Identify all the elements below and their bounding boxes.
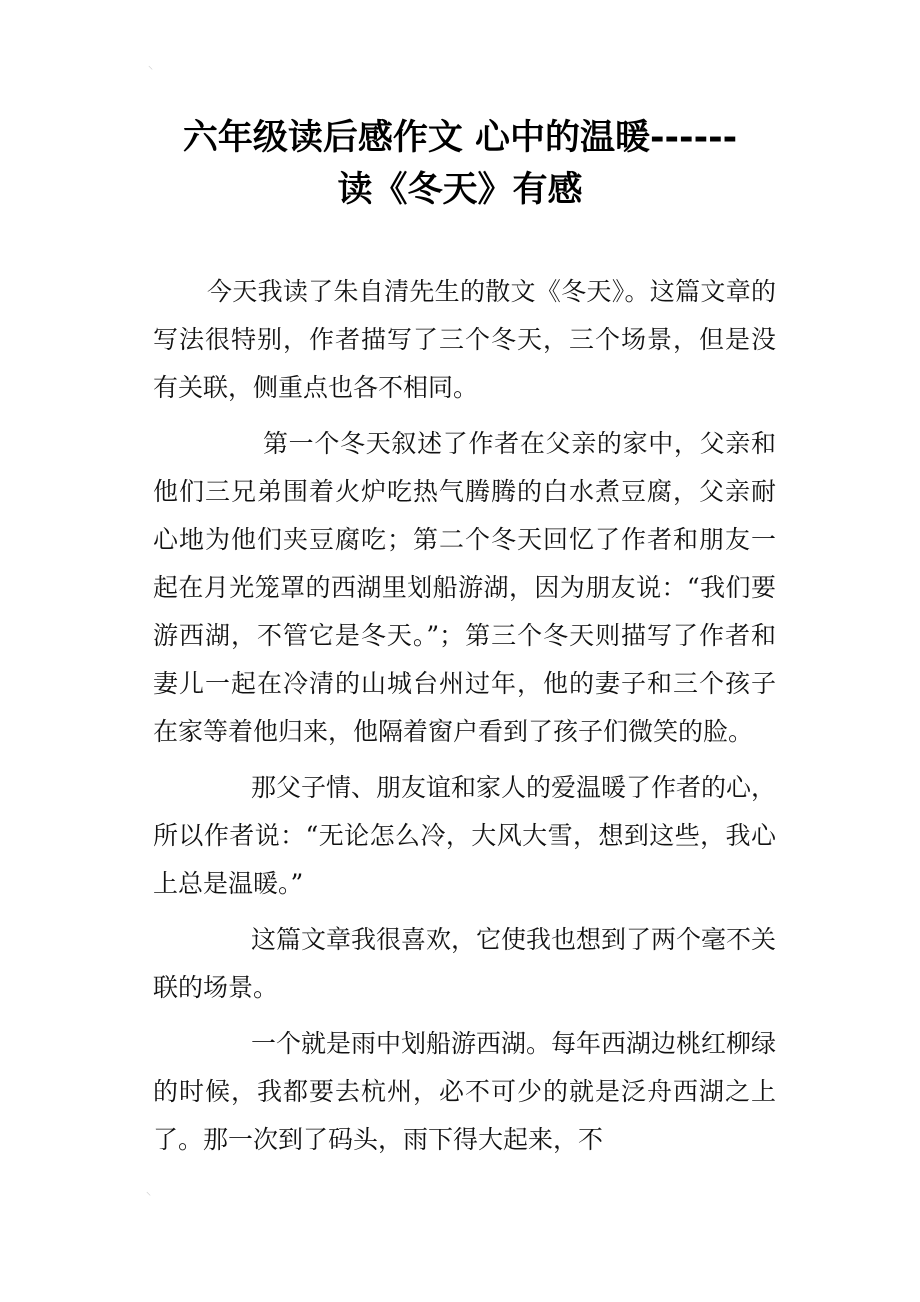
- title-line-2: 读《冬天》有感: [337, 170, 583, 210]
- paragraph-4: 这篇文章我很喜欢，它使我也想到了两个毫不关联的场景。: [153, 925, 777, 1002]
- paragraph-5: 一个就是雨中划船游西湖。每年西湖边桃红柳绿的时候，我都要去杭州，必不可少的就是泛舟西湖之上了。那一次到了码头，雨下得大起来，不: [153, 1029, 777, 1154]
- paragraph-1: 今天我读了朱自清先生的散文《冬天》。这篇文章的写法很特别，作者描写了三个冬天，三个场景，但是没有关联，侧重点也各不相同。: [153, 277, 776, 402]
- paragraph-2: 第一个冬天叙述了作者在父亲的家中，父亲和他们三兄弟围着火炉吃热气腾腾的白水煮豆腐，父亲耐心地为他们夹豆腐吃；第二个冬天回忆了作者和朋友一起在月光笼罩的西湖里划船游湖，因为朋友说：“我们要游西湖，不管它是冬天。”；第三个冬天则描写了作者和妻儿一起在冷清的山城台州过年，他的妻子和三个孩子在家等着他归来，他隔着窗户看到了孩子们微笑的脸。: [153, 429, 776, 746]
- article-body: [153, 268, 776, 1164]
- corner-mark-icon: ⸌: [146, 1191, 151, 1202]
- title-line-1: 六年级读后感作文 心中的温暖------: [182, 118, 738, 158]
- corner-mark-icon: ⸌: [148, 65, 153, 76]
- paragraph-3: 那父子情、朋友谊和家人的爱温暖了作者的心，所以作者说：“无论怎么冷，大风大雪，想到这些，我心上总是温暖。”: [153, 773, 777, 898]
- page-title: [100, 112, 820, 216]
